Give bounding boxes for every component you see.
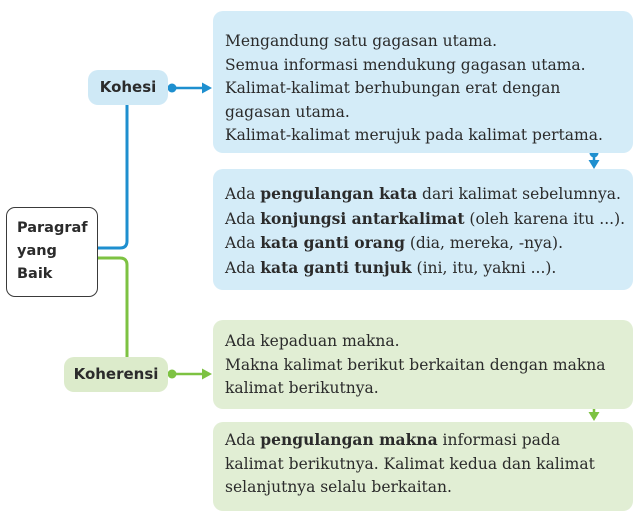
koherensi-box2-line: selanjutnya selalu berkaitan.	[225, 478, 452, 496]
marker-term: pengulangan kata	[260, 184, 418, 203]
kohesi-markers-box	[213, 169, 633, 290]
marker-term: kata ganti tunjuk	[260, 257, 412, 277]
kohesi-box1-line: gagasan utama.	[225, 102, 350, 121]
marker-suffix: dari kalimat sebelumnya.	[417, 185, 621, 203]
koherensi-node	[64, 357, 168, 392]
marker-prefix: Ada	[225, 431, 261, 449]
kohesi-marker-item	[225, 231, 623, 256]
koherensi-markers-box	[213, 422, 633, 511]
marker-suffix: (ini, itu, yakni ...).	[411, 258, 557, 277]
kohesi-arrow-head	[202, 83, 212, 94]
koherensi-branch-line	[98, 258, 127, 357]
koherensi-box2-line: kalimat berikutnya. Kalimat kedua dan kalimat	[225, 454, 595, 473]
kohesi-marker-item	[225, 256, 623, 281]
marker-suffix: (dia, mereka, -nya).	[404, 234, 564, 252]
marker-term: pengulangan makna	[260, 430, 438, 449]
koherensi-characteristics-box	[213, 320, 633, 409]
marker-suffix: informasi pada	[437, 431, 561, 449]
kohesi-box1-line: Mengandung satu gagasan utama.	[225, 32, 497, 50]
koherensi-down-head	[589, 412, 600, 421]
root-line-3: Baik	[17, 266, 53, 282]
marker-suffix: (oleh karena itu ...).	[464, 209, 626, 228]
koherensi-box2-line	[225, 428, 623, 453]
koherensi-box1-line: Ada kepaduan makna.	[225, 332, 400, 350]
marker-prefix: Ada	[225, 258, 261, 277]
root-node-paragraf-yang-baik	[6, 207, 98, 297]
marker-prefix: Ada	[225, 234, 261, 252]
kohesi-characteristics-box	[213, 11, 633, 153]
root-line-2: yang	[17, 243, 57, 259]
koherensi-label: Koherensi	[73, 365, 159, 383]
kohesi-down-head	[589, 160, 600, 169]
koherensi-box1-line: Makna kalimat berikut berkaitan dengan makna	[225, 355, 606, 374]
marker-prefix: Ada	[225, 209, 261, 228]
koherensi-box1-line: kalimat berikutnya.	[225, 379, 379, 397]
marker-term: kata ganti orang	[260, 233, 405, 252]
kohesi-marker-item	[225, 207, 626, 232]
kohesi-box1-line: Kalimat-kalimat berhubungan erat dengan	[225, 79, 561, 97]
marker-prefix: Ada	[225, 185, 261, 203]
kohesi-box1-line: Kalimat-kalimat merujuk pada kalimat pertama.	[225, 126, 603, 144]
koherensi-arrow-head	[202, 369, 212, 380]
kohesi-box1-line: Semua informasi mendukung gagasan utama.	[225, 55, 586, 74]
marker-term: konjungsi antarkalimat	[260, 208, 465, 228]
root-line-1: Paragraf	[17, 220, 88, 236]
kohesi-node	[88, 70, 168, 105]
kohesi-branch-line	[98, 105, 127, 248]
kohesi-label: Kohesi	[99, 78, 157, 96]
kohesi-marker-item	[225, 182, 623, 207]
